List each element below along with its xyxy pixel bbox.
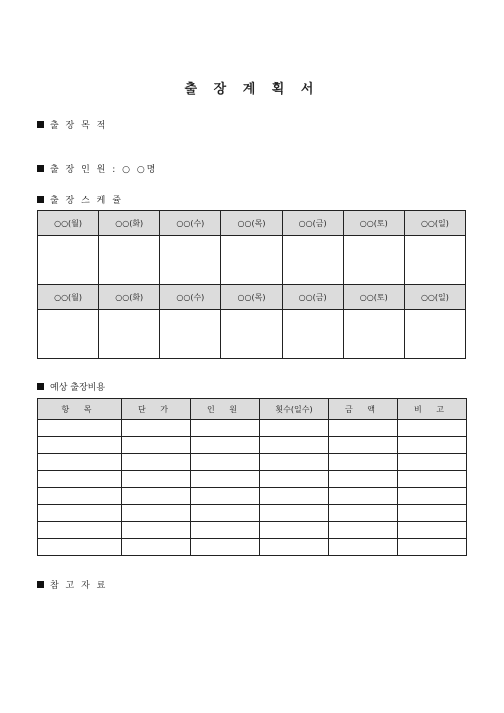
cost-cell[interactable] [329,522,398,539]
cost-cell[interactable] [260,454,329,471]
cost-cell[interactable] [260,420,329,437]
cost-cell[interactable] [191,420,260,437]
schedule-cell[interactable] [38,310,99,359]
cost-cell[interactable] [260,488,329,505]
cost-cell[interactable] [191,488,260,505]
schedule-cell[interactable] [404,310,465,359]
cost-header-row [38,399,467,420]
section-attendees [37,162,157,175]
cost-cell[interactable] [398,539,467,556]
cost-header-amount: 금 액 [329,399,398,420]
cost-cell[interactable] [122,522,191,539]
cost-cell[interactable] [398,505,467,522]
cost-cell[interactable] [38,488,122,505]
section-reference-label: 참 고 자 료 [50,581,108,591]
schedule-cell[interactable] [282,310,343,359]
schedule-cell[interactable] [160,236,221,285]
cost-cell[interactable] [38,505,122,522]
cost-cell[interactable] [122,471,191,488]
schedule-day-header: ○○(토) [343,211,404,236]
cost-cell[interactable] [329,420,398,437]
cost-cell[interactable] [398,488,467,505]
cost-cell[interactable] [122,488,191,505]
cost-row [38,437,467,454]
cost-cell[interactable] [398,420,467,437]
schedule-cell[interactable] [343,310,404,359]
schedule-day-header: ○○(목) [221,285,282,310]
cost-cell[interactable] [122,539,191,556]
bullet-square-icon [37,196,44,203]
cost-header-note: 비 고 [398,399,467,420]
document-title: 출 장 계 획 서 [184,82,320,97]
schedule-header-row [38,285,466,310]
schedule-day-header: ○○(금) [282,285,343,310]
cost-cell[interactable] [122,437,191,454]
cost-cell[interactable] [398,522,467,539]
cost-cell[interactable] [38,471,122,488]
cost-cell[interactable] [329,488,398,505]
schedule-day-header: ○○(화) [99,285,160,310]
bullet-square-icon [37,121,44,128]
section-purpose [37,118,107,131]
cost-row [38,454,467,471]
cost-cell[interactable] [38,522,122,539]
cost-cell[interactable] [329,505,398,522]
schedule-day-header: ○○(월) [38,211,99,236]
cost-header-people: 인 원 [191,399,260,420]
section-cost-label: 예상 출장비용 [50,383,106,393]
cost-cell[interactable] [329,539,398,556]
cost-cell[interactable] [191,454,260,471]
schedule-cell[interactable] [38,236,99,285]
schedule-table [37,210,466,359]
schedule-day-header: ○○(수) [160,285,221,310]
cost-cell[interactable] [191,539,260,556]
cost-cell[interactable] [260,471,329,488]
section-attendees-label: 출 장 인 원 : ○ ○명 [50,165,158,175]
bullet-square-icon [37,383,44,390]
cost-cell[interactable] [38,420,122,437]
schedule-day-header: ○○(월) [38,285,99,310]
cost-row [38,488,467,505]
cost-cell[interactable] [191,505,260,522]
cost-cell[interactable] [260,437,329,454]
cost-row [38,471,467,488]
cost-cell[interactable] [329,454,398,471]
cost-cell[interactable] [122,420,191,437]
schedule-cell[interactable] [404,236,465,285]
section-purpose-label: 출 장 목 적 [50,121,108,131]
schedule-day-header: ○○(일) [404,285,465,310]
schedule-cell[interactable] [221,310,282,359]
cost-cell[interactable] [398,471,467,488]
schedule-cell[interactable] [343,236,404,285]
cost-row [38,522,467,539]
schedule-day-header: ○○(수) [160,211,221,236]
schedule-cell[interactable] [221,236,282,285]
cost-header-item: 항 목 [38,399,122,420]
schedule-body-row [38,310,466,359]
schedule-day-header: ○○(토) [343,285,404,310]
cost-cell[interactable] [38,539,122,556]
cost-cell[interactable] [38,454,122,471]
cost-cell[interactable] [398,437,467,454]
section-cost [37,380,105,393]
schedule-cell[interactable] [282,236,343,285]
section-schedule [37,193,123,206]
bullet-square-icon [37,165,44,172]
cost-cell[interactable] [191,522,260,539]
schedule-day-header: ○○(금) [282,211,343,236]
cost-row [38,505,467,522]
schedule-header-row [38,211,466,236]
schedule-day-header: ○○(화) [99,211,160,236]
cost-cell[interactable] [191,437,260,454]
schedule-day-header: ○○(목) [221,211,282,236]
bullet-square-icon [37,581,44,588]
cost-cell[interactable] [260,539,329,556]
cost-cell[interactable] [122,505,191,522]
cost-row [38,420,467,437]
cost-cell[interactable] [398,454,467,471]
schedule-day-header: ○○(일) [404,211,465,236]
schedule-cell[interactable] [160,310,221,359]
cost-cell[interactable] [329,437,398,454]
schedule-cell[interactable] [99,236,160,285]
cost-cell[interactable] [260,522,329,539]
cost-cell[interactable] [38,437,122,454]
cost-cell[interactable] [191,471,260,488]
cost-cell[interactable] [329,471,398,488]
cost-cell[interactable] [260,505,329,522]
section-schedule-label: 출 장 스 케 쥴 [50,196,123,206]
cost-cell[interactable] [122,454,191,471]
section-reference [37,578,107,591]
cost-table [37,398,467,556]
cost-row [38,539,467,556]
cost-header-days: 횟수(일수) [260,399,329,420]
schedule-body-row [38,236,466,285]
schedule-cell[interactable] [99,310,160,359]
cost-header-unit-price: 단 가 [122,399,191,420]
